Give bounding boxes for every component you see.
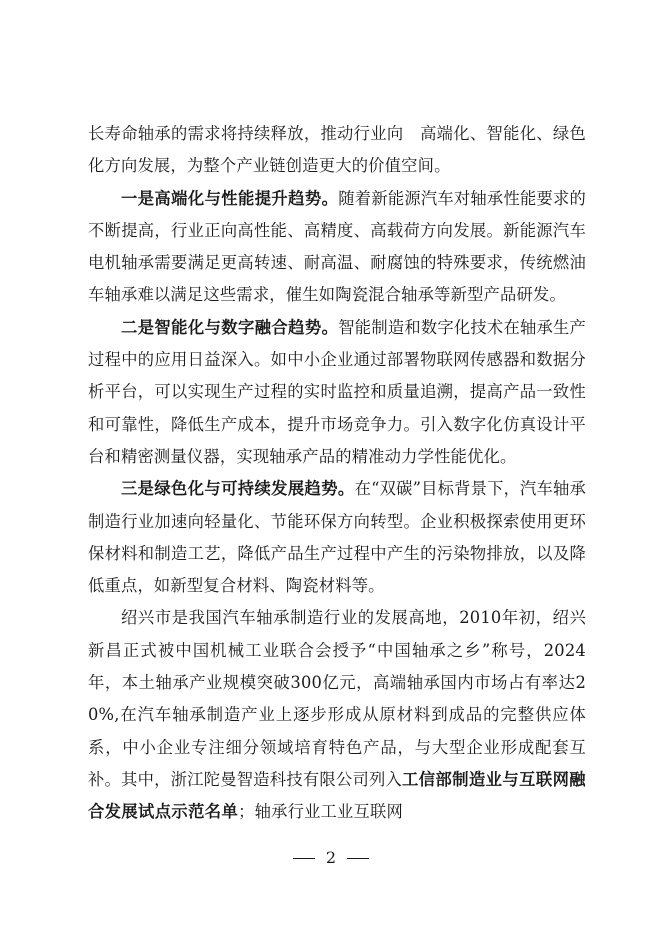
paragraph-heading: 一是高端化与性能提升趋势。 — [121, 188, 339, 208]
paragraph-text-end: ；轴承行业工业互联网 — [238, 802, 403, 822]
paragraph-text: 随着新能源汽车对轴承性能要求的不断提高，行业正向高性能、高精度、高载荷方向发展。新能源汽车电机轴承需要满足更高转速、耐高温、耐腐蚀的特殊要求，传统燃油车轴承难以满足这些需求，催生如陶瓷混合轴承等新型产品研发。 — [88, 188, 586, 305]
page-number: 2 — [325, 848, 337, 867]
paragraph-text: 长寿命轴承的需求将持续释放，推动行业向 高端化、智能化、绿色化方向发展，为整个产业链创造更大的价值空间。 — [88, 124, 586, 176]
page-footer — [0, 848, 662, 867]
paragraph-text: 智能制造和数字化技术在轴承生产过程中的应用日益深入。如中小企业通过部署物联网传感器和数据分析平台，可以实现生产过程的实时监控和质量追溯，提高产品一致性和可靠性，降低生产成本，提升市场竞争力。引入数字化仿真设计平台和精密测量仪器，实现轴承产品的精准动力学性能优化。 — [88, 317, 586, 466]
paragraph-intro — [88, 118, 586, 183]
footer-dash-left — [293, 858, 315, 859]
paragraph-highlight: 工信部制造业与互联网融合发展试点示范名单 — [88, 769, 586, 822]
paragraph-heading: 三是绿色化与可持续发展趋势。 — [121, 479, 355, 499]
paragraph-shaoxing — [88, 602, 586, 828]
paragraph-trend-green — [88, 473, 586, 602]
footer-dash-right — [347, 858, 369, 859]
paragraph-trend-high-end — [88, 183, 586, 312]
paragraph-trend-digital — [88, 312, 586, 473]
paragraph-heading: 二是智能化与数字融合趋势。 — [121, 317, 339, 337]
paragraph-text: 在“双碳”目标背景下，汽车轴承制造行业加速向轻量化、节能环保方向转型。企业积极探索使用更环保材料和制造工艺，降低产品生产过程中产生的污染物排放，以及降低重点，如新型复合材料、陶瓷材料等。 — [88, 479, 587, 596]
paragraph-text: 绍兴市是我国汽车轴承制造行业的发展高地，2010年初，绍兴新昌正式被中国机械工业联合会授予“中国轴承之乡”称号，2024年，本土轴承产业规模突破300亿元，高端轴承国内市场占有率达20%,在汽车轴承制造产业上逐步形成从原材料到成品的完整供应体系，中小企业专注细分领域培育特色产品，与大型企业形成配套互补。其中，浙江陀曼智造科技有限公司列入 — [88, 608, 586, 789]
document-body — [88, 118, 586, 829]
